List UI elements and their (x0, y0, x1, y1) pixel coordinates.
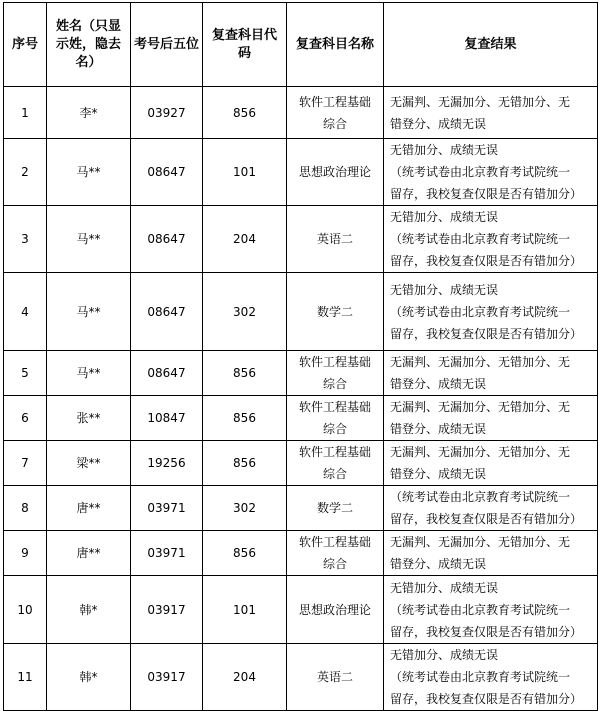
cell-name: 张** (47, 396, 131, 441)
result-line: （统考试卷由北京教育考试院统一 (390, 670, 571, 684)
result-line: （统考试卷由北京教育考试院统一 (390, 602, 571, 617)
subject-line: 综合 (322, 467, 347, 481)
cell-name: 唐** (47, 486, 131, 531)
cell-result (384, 139, 598, 206)
cell-subject-code: 856 (203, 396, 287, 441)
subject-line: 综合 (322, 116, 347, 131)
result-line: 无漏判、无漏加分、无错加分、无 (390, 400, 571, 414)
subject-line: 英语二 (316, 232, 353, 246)
cell-exam-no: 03927 (131, 87, 203, 139)
cell-exam-no: 08647 (131, 139, 203, 206)
cell-subject-code: 856 (203, 441, 287, 486)
cell-seq: 5 (4, 351, 47, 396)
cell-seq: 9 (4, 531, 47, 576)
subject-line: 英语二 (316, 670, 353, 684)
cell-result (384, 441, 598, 486)
cell-name: 梁** (47, 441, 131, 486)
cell-name: 唐** (47, 531, 131, 576)
cell-exam-no: 08647 (131, 351, 203, 396)
table-body (4, 87, 598, 711)
review-results-table (3, 2, 598, 711)
table-row (4, 576, 598, 644)
cell-result (384, 351, 598, 396)
cell-seq: 2 (4, 139, 47, 206)
result-line: 无错加分、成绩无误 (390, 210, 499, 224)
cell-exam-no: 10847 (131, 396, 203, 441)
table-row (4, 644, 598, 711)
cell-subject-code: 302 (203, 273, 287, 351)
table-row (4, 396, 598, 441)
result-line: 无漏判、无漏加分、无错加分、无 (390, 94, 571, 109)
header-exam-no: 考号后五位 (131, 3, 203, 87)
subject-line: 软件工程基础 (298, 94, 371, 109)
result-line: 留存，我校复查仅限是否有错加分） (390, 692, 583, 706)
cell-exam-no: 03971 (131, 531, 203, 576)
table-row (4, 206, 598, 273)
cell-result (384, 87, 598, 139)
subject-line: 软件工程基础 (298, 445, 371, 459)
cell-subject-code: 101 (203, 139, 287, 206)
cell-subject-code: 204 (203, 206, 287, 273)
result-line: 无错加分、成绩无误 (390, 648, 499, 662)
cell-subject-code: 204 (203, 644, 287, 711)
cell-seq: 4 (4, 273, 47, 351)
cell-subject-name (287, 644, 384, 711)
cell-subject-code: 302 (203, 486, 287, 531)
result-line: （统考试卷由北京教育考试院统一 (390, 490, 571, 504)
cell-subject-name (287, 351, 384, 396)
cell-subject-code: 856 (203, 87, 287, 139)
cell-result (384, 576, 598, 644)
cell-seq: 8 (4, 486, 47, 531)
result-line: （统考试卷由北京教育考试院统一 (390, 232, 571, 246)
cell-name: 韩* (47, 644, 131, 711)
subject-line: 综合 (322, 557, 347, 571)
cell-subject-name (287, 531, 384, 576)
table-row (4, 273, 598, 351)
cell-result (384, 531, 598, 576)
subject-line: 综合 (322, 377, 347, 391)
cell-subject-name (287, 87, 384, 139)
cell-subject-name (287, 396, 384, 441)
result-line: 留存，我校复查仅限是否有错加分） (390, 624, 583, 639)
result-line: 错登分、成绩无误 (390, 377, 487, 391)
subject-line: 思想政治理论 (298, 165, 371, 179)
cell-subject-code: 856 (203, 351, 287, 396)
cell-exam-no: 03917 (131, 576, 203, 644)
cell-exam-no: 08647 (131, 273, 203, 351)
result-line: 错登分、成绩无误 (390, 467, 487, 481)
result-line: 无错加分、成绩无误 (390, 580, 499, 595)
cell-subject-code: 856 (203, 531, 287, 576)
cell-result (384, 486, 598, 531)
subject-line: 数学二 (316, 501, 353, 515)
result-line: （统考试卷由北京教育考试院统一 (390, 304, 571, 319)
table-row (4, 486, 598, 531)
result-line: 错登分、成绩无误 (390, 422, 487, 436)
result-line: 留存，我校复查仅限是否有错加分） (390, 326, 583, 341)
cell-name: 李* (47, 87, 131, 139)
cell-name: 马** (47, 206, 131, 273)
cell-subject-name (287, 273, 384, 351)
header-row (4, 3, 598, 87)
cell-seq: 1 (4, 87, 47, 139)
subject-line: 综合 (322, 422, 347, 436)
cell-result (384, 206, 598, 273)
result-line: 留存，我校复查仅限是否有错加分） (390, 512, 583, 526)
table-row (4, 351, 598, 396)
result-line: 无错加分、成绩无误 (390, 282, 499, 297)
result-line: 留存，我校复查仅限是否有错加分） (390, 254, 583, 268)
cell-exam-no: 19256 (131, 441, 203, 486)
result-line: 无漏判、无漏加分、无错加分、无 (390, 355, 571, 369)
cell-seq: 3 (4, 206, 47, 273)
cell-result (384, 396, 598, 441)
subject-line: 思想政治理论 (298, 602, 371, 617)
result-line: 错登分、成绩无误 (390, 557, 487, 571)
table-row (4, 139, 598, 206)
table-row (4, 87, 598, 139)
cell-result (384, 273, 598, 351)
table-row (4, 531, 598, 576)
header-subject-code: 复查科目代码 (203, 3, 287, 87)
cell-subject-name (287, 139, 384, 206)
cell-subject-name (287, 206, 384, 273)
cell-exam-no: 03971 (131, 486, 203, 531)
table-row (4, 441, 598, 486)
header-name: 姓名（只显示姓，隐去名） (47, 3, 131, 87)
subject-line: 数学二 (316, 304, 353, 319)
cell-seq: 6 (4, 396, 47, 441)
result-line: 无漏判、无漏加分、无错加分、无 (390, 445, 571, 459)
header-result: 复查结果 (384, 3, 598, 87)
cell-subject-code: 101 (203, 576, 287, 644)
subject-line: 软件工程基础 (298, 535, 371, 549)
cell-name: 马** (47, 351, 131, 396)
cell-subject-name (287, 486, 384, 531)
cell-result (384, 644, 598, 711)
result-line: 无错加分、成绩无误 (390, 143, 499, 157)
result-line: 留存，我校复查仅限是否有错加分） (390, 187, 583, 201)
cell-subject-name (287, 576, 384, 644)
subject-line: 软件工程基础 (298, 355, 371, 369)
header-seq: 序号 (4, 3, 47, 87)
cell-seq: 10 (4, 576, 47, 644)
cell-subject-name (287, 441, 384, 486)
result-line: 无漏判、无漏加分、无错加分、无 (390, 535, 571, 549)
cell-exam-no: 08647 (131, 206, 203, 273)
cell-exam-no: 03917 (131, 644, 203, 711)
result-line: （统考试卷由北京教育考试院统一 (390, 165, 571, 179)
cell-name: 马** (47, 139, 131, 206)
header-subject-name: 复查科目名称 (287, 3, 384, 87)
result-line: 错登分、成绩无误 (390, 116, 487, 131)
cell-name: 马** (47, 273, 131, 351)
cell-name: 韩* (47, 576, 131, 644)
cell-seq: 7 (4, 441, 47, 486)
subject-line: 软件工程基础 (298, 400, 371, 414)
cell-seq: 11 (4, 644, 47, 711)
